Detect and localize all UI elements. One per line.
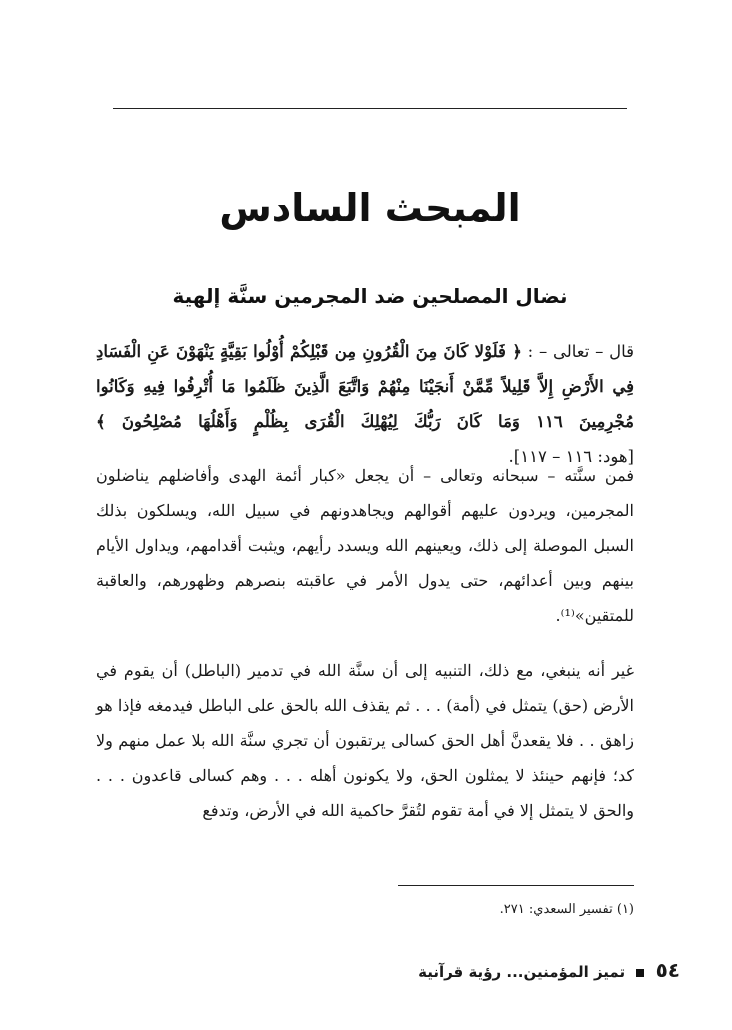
paragraph-sunnah: فمن سنَّته – سبحانه وتعالى – أن يجعل «كبار أئمة الهدى وأفاضلهم يناضلون المجرمين، ويردون عليهم أقوالهم ويجاهدونهم في سبيل الله، ويسلكون بذلك السبل الموصلة إلى ذلك، ويعينهم الله ويسدد رأيهم، ويثبت أقدامهم، ويداول الأيام بينهم وبين أعدائهم، حتى يدول الأمر في عاقبته بنصرهم وظهورهم، والعاقبة للمتقين»⁽¹⁾. [96, 466, 634, 625]
quran-verse: ﴿ فَلَوْلا كَانَ مِنَ الْقُرُونِ مِن قَبْلِكُمْ أُوْلُوا بَقِيَّةٍ يَنْهَوْنَ عَنِ الْفَسَادِ فِي الأَرْضِ إِلاَّ قَلِيلاً مِّمَّنْ أَنجَيْنَا مِنْهُمْ وَاتَّبَعَ الَّذِينَ ظَلَمُوا مَا أُتْرِفُوا فِيهِ وَكَانُوا مُجْرِمِينَ ١١٦ وَمَا كَانَ رَبُّكَ لِيُهْلِكَ الْقُرَى بِظُلْمٍ وَأَهْلُهَا مُصْلِحُونَ ﴾ [96, 342, 634, 431]
section-title: نضال المصلحين ضد المجرمين سنَّة إلهية [172, 284, 568, 308]
square-bullet-icon [636, 969, 644, 977]
page-footer [300, 955, 680, 987]
footnote-divider [398, 885, 634, 886]
top-divider [113, 108, 627, 109]
page-number: ٥٤ [655, 958, 680, 982]
paragraph-quran-quote [96, 334, 634, 474]
paragraph-truth: غير أنه ينبغي، مع ذلك، التنبيه إلى أن سنَّة الله في تدمير (الباطل) أن يقوم في الأرض (حق) يتمثل في (أمة) . . . ثم يقذف الله بالحق على الباطل فيدمغه فإذا هو زاهق . . فلا يقعدنَّ أهل الحق كسالى يرتقبون أن تجري سنَّة الله بلا عمل منهم ولا كد؛ فإنهم حينئذ لا يمثلون الحق، ولا يكونون أهله . . . وهم كسالى قاعدون . . . والحق لا يتمثل إلا في أمة تقوم لتُقرَّ حاكمية الله في الأرض، وتدفع [96, 661, 634, 820]
running-title: تميز المؤمنين... رؤية قرآنية [418, 963, 626, 981]
chapter-title: المبحث السادس [219, 186, 521, 230]
quote-intro: قال – تعالى – : [527, 342, 634, 361]
verse-reference: [هود: ١١٦ – ١١٧]. [508, 447, 634, 466]
footnote: (١) تفسير السعدي: ٢٧١. [499, 902, 634, 917]
